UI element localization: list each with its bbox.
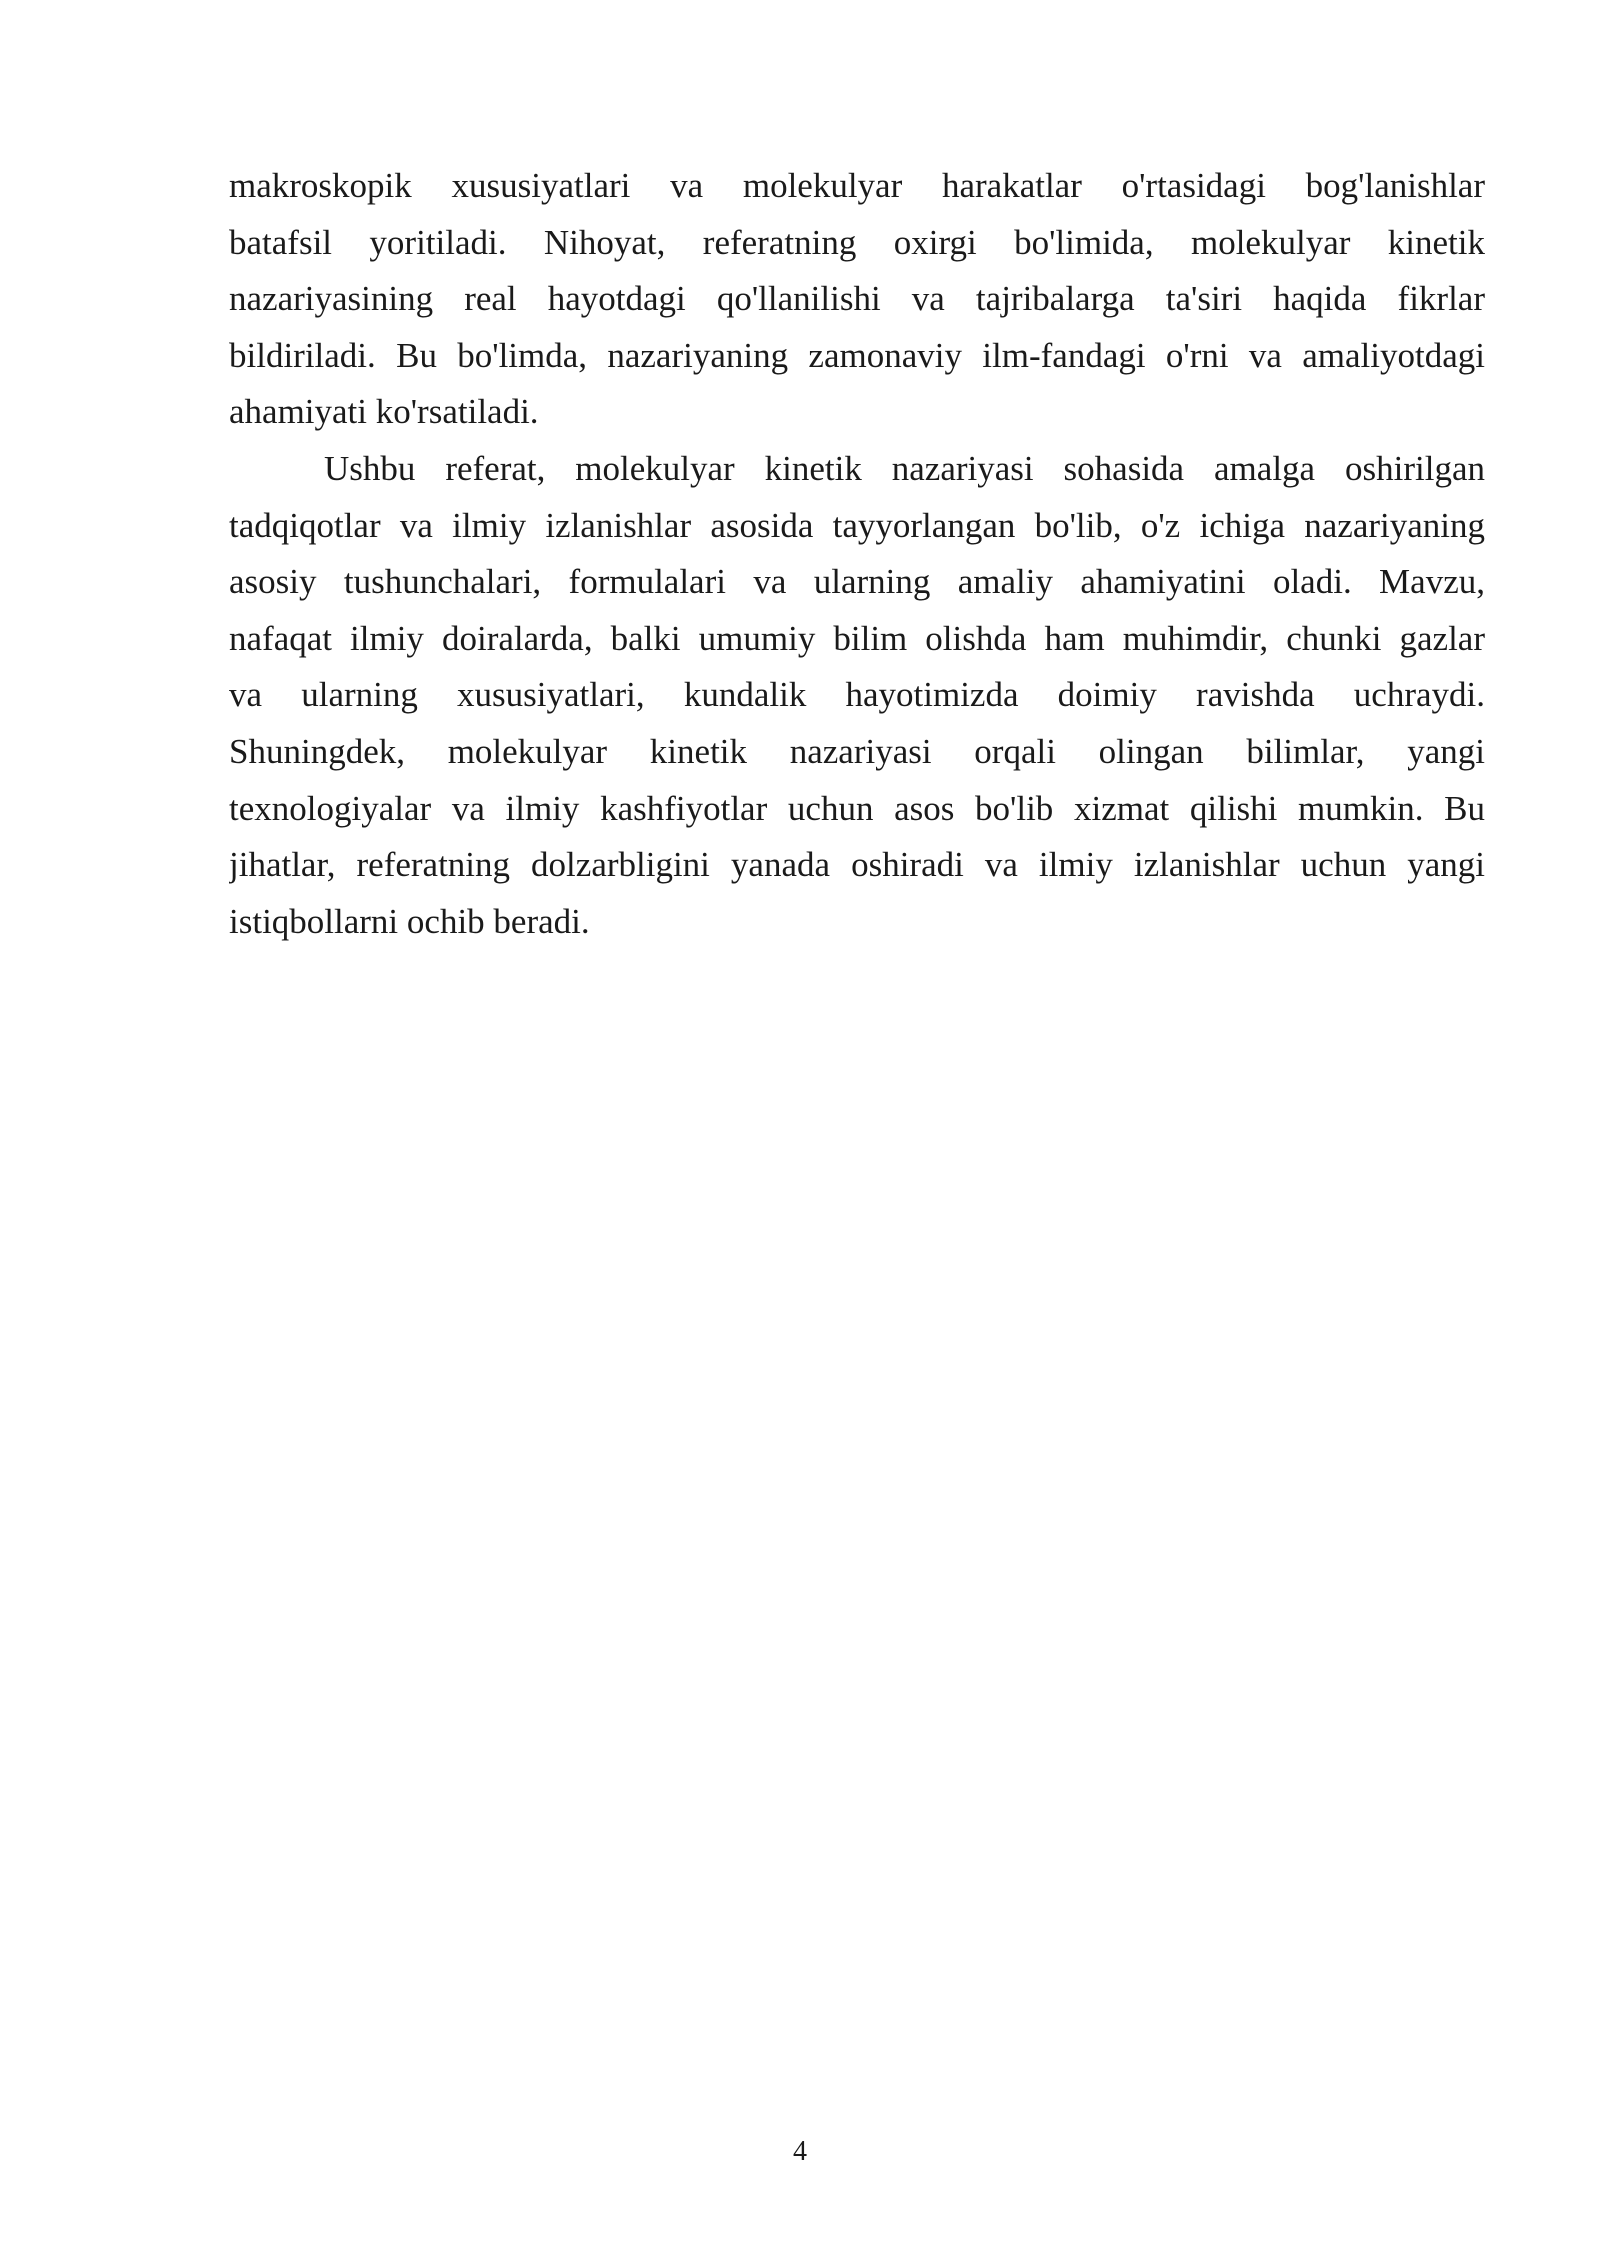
paragraph-line: ahamiyati ko'rsatiladi.: [229, 392, 539, 432]
paragraph-line: jihatlar, referatning dolzarbligini yanada oshiradi va ilmiy izlanishlar uchun yangi: [229, 845, 1485, 885]
body-text: [229, 158, 1485, 950]
paragraph-line: texnologiyalar va ilmiy kashfiyotlar uchun asos bo'lib xizmat qilishi mumkin. Bu: [229, 788, 1485, 828]
paragraph-line: bildiriladi. Bu bo'limda, nazariyaning zamonaviy ilm-fandagi o'rni va amaliyotdagi: [229, 335, 1485, 375]
paragraph-line: nazariyasining real hayotdagi qo'llanilishi va tajribalarga ta'siri haqida fikrlar: [229, 279, 1485, 319]
paragraph-line: asosiy tushunchalari, formulalari va ularning amaliy ahamiyatini oladi. Mavzu,: [229, 562, 1485, 602]
paragraph-1: [229, 158, 1485, 441]
paragraph-line: makroskopik xususiyatlari va molekulyar harakatlar o'rtasidagi bog'lanishlar: [229, 166, 1485, 205]
paragraph-line: istiqbollarni ochib beradi.: [229, 901, 590, 941]
paragraph-line: batafsil yoritiladi. Nihoyat, referatning oxirgi bo'limida, molekulyar kinetik: [229, 222, 1485, 262]
paragraph-line: Shuningdek, molekulyar kinetik nazariyasi orqali olingan bilimlar, yangi: [229, 731, 1485, 771]
page-number: 4: [793, 2136, 807, 2167]
paragraph-line: Ushbu referat, molekulyar kinetik nazariyasi sohasida amalga oshirilgan: [324, 448, 1485, 488]
paragraph-line: va ularning xususiyatlari, kundalik hayotimizda doimiy ravishda uchraydi.: [229, 675, 1485, 715]
paragraph-line: nafaqat ilmiy doiralarda, balki umumiy bilim olishda ham muhimdir, chunki gazlar: [229, 618, 1485, 658]
paragraph-2: [229, 441, 1485, 950]
paragraph-line: tadqiqotlar va ilmiy izlanishlar asosida tayyorlangan bo'lib, o'z ichiga nazariyaning: [229, 505, 1485, 545]
